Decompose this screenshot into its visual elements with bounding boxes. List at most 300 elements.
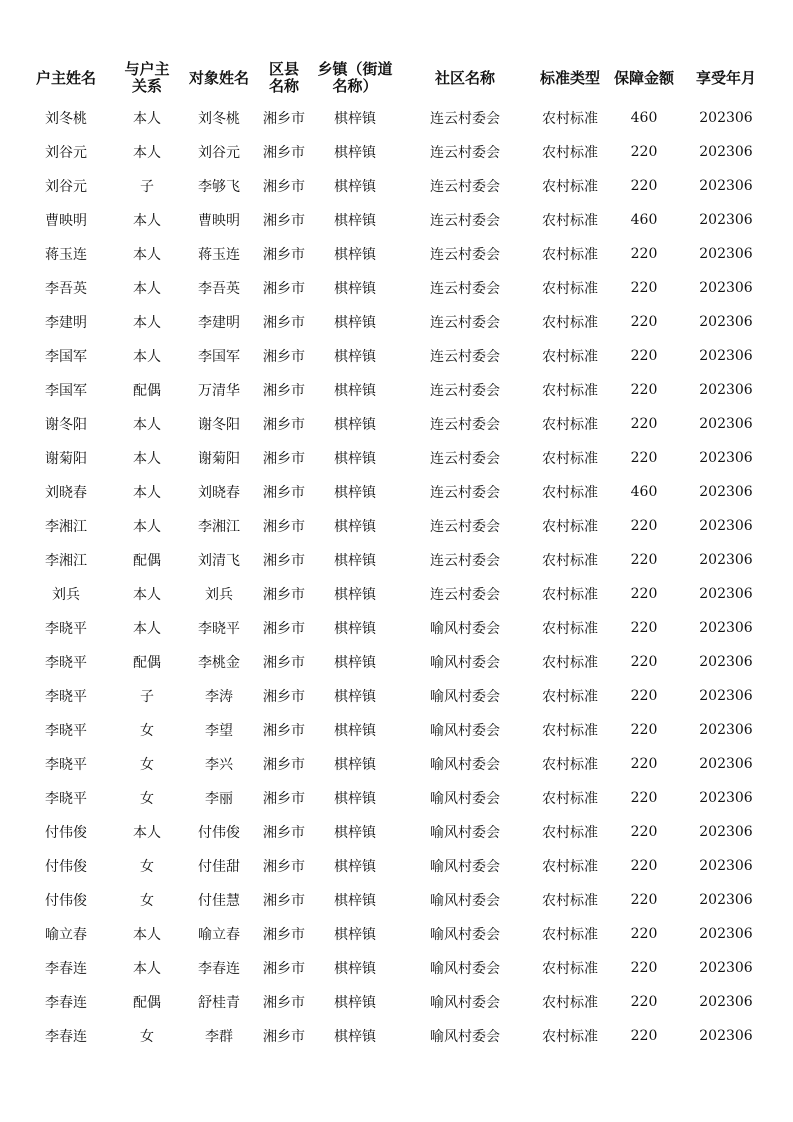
- table-row: [18, 339, 774, 373]
- householder-name-cell: 李湘江: [45, 553, 87, 569]
- period-cell: 202306: [699, 824, 753, 840]
- period-cell: 202306: [699, 926, 753, 942]
- recipient-name-cell: 李兴: [205, 757, 233, 773]
- standard-type-cell: 农村标准: [542, 757, 598, 773]
- table-row: [18, 679, 774, 713]
- period-cell: 202306: [699, 144, 753, 160]
- period-cell: 202306: [699, 756, 753, 772]
- community-cell: 连云村委会: [430, 451, 500, 467]
- community-cell: 连云村委会: [430, 281, 500, 297]
- amount-cell: 220: [630, 994, 658, 1010]
- relation-cell: 本人: [133, 825, 161, 841]
- amount-cell: 460: [630, 212, 658, 228]
- header-text-line: 名称: [268, 77, 299, 95]
- county-cell: 湘乡市: [263, 349, 305, 365]
- recipient-name-cell: 李春连: [198, 961, 240, 977]
- standard-type-cell: 农村标准: [542, 417, 598, 433]
- standard-type-cell: 农村标准: [542, 1029, 598, 1045]
- table-row: [18, 441, 774, 475]
- relation-cell: 女: [140, 723, 154, 739]
- recipient-name-cell: 李建明: [198, 315, 240, 331]
- township-cell: 棋梓镇: [334, 1029, 376, 1045]
- relation-cell: 本人: [133, 281, 161, 297]
- community-cell: 连云村委会: [430, 417, 500, 433]
- period-cell: 202306: [699, 552, 753, 568]
- period-cell: 202306: [699, 858, 753, 874]
- recipient-name-cell: 刘谷元: [198, 145, 240, 161]
- county-cell: 湘乡市: [263, 145, 305, 161]
- amount-cell: 220: [630, 450, 658, 466]
- amount-cell: 220: [630, 858, 658, 874]
- community-cell: 连云村委会: [430, 485, 500, 501]
- county-cell: 湘乡市: [263, 723, 305, 739]
- header-text-line: 关系: [131, 77, 162, 95]
- standard-type-cell: 农村标准: [542, 145, 598, 161]
- community-cell: 喻风村委会: [430, 689, 500, 705]
- amount-cell: 220: [630, 892, 658, 908]
- householder-name-cell: 刘兵: [52, 587, 80, 603]
- period-cell: 202306: [699, 212, 753, 228]
- table-row: [18, 203, 774, 237]
- community-cell: 喻风村委会: [430, 961, 500, 977]
- recipient-name-cell: 付佳甜: [198, 859, 240, 875]
- header-text-line: 标准类型: [539, 68, 600, 87]
- header-text-line: 乡镇（街道: [317, 60, 393, 78]
- township-cell: 棋梓镇: [334, 485, 376, 501]
- table-row: [18, 475, 774, 509]
- recipient-name-cell: 李国军: [198, 349, 240, 365]
- community-cell: 喻风村委会: [430, 791, 500, 807]
- county-cell: 湘乡市: [263, 859, 305, 875]
- standard-type-cell: 农村标准: [542, 961, 598, 977]
- assistance-roster-table: [18, 55, 774, 1053]
- recipient-name-cell: 李桃金: [198, 655, 240, 671]
- householder-name-cell: 谢冬阳: [45, 417, 87, 433]
- table-row: [18, 305, 774, 339]
- recipient-name-cell: 付佳慧: [198, 893, 240, 909]
- table-row: [18, 135, 774, 169]
- recipient-name-cell: 李湘江: [198, 519, 240, 535]
- county-cell: 湘乡市: [263, 213, 305, 229]
- relation-cell: 本人: [133, 587, 161, 603]
- amount-cell: 220: [630, 416, 658, 432]
- recipient-name-cell: 舒桂青: [198, 995, 240, 1011]
- table-row: [18, 509, 774, 543]
- recipient-name-cell: 谢冬阳: [198, 417, 240, 433]
- township-cell: 棋梓镇: [334, 417, 376, 433]
- community-cell: 喻风村委会: [430, 757, 500, 773]
- community-cell: 喻风村委会: [430, 1029, 500, 1045]
- community-cell: 连云村委会: [430, 315, 500, 331]
- amount-cell: 220: [630, 280, 658, 296]
- period-cell: 202306: [699, 688, 753, 704]
- county-cell: 湘乡市: [263, 995, 305, 1011]
- standard-type-cell: 农村标准: [542, 621, 598, 637]
- relation-cell: 本人: [133, 111, 161, 127]
- recipient-name-cell: 刘清飞: [198, 553, 240, 569]
- community-cell: 喻风村委会: [430, 927, 500, 943]
- table-body: [18, 101, 774, 1053]
- table-row: [18, 543, 774, 577]
- township-cell: 棋梓镇: [334, 315, 376, 331]
- community-cell: 喻风村委会: [430, 723, 500, 739]
- header-text-line: 享受年月: [695, 68, 756, 87]
- amount-cell: 220: [630, 314, 658, 330]
- amount-cell: 220: [630, 382, 658, 398]
- community-cell: 连云村委会: [430, 553, 500, 569]
- relation-cell: 本人: [133, 315, 161, 331]
- amount-cell: 220: [630, 756, 658, 772]
- standard-type-cell: 农村标准: [542, 689, 598, 705]
- relation-cell: 女: [140, 791, 154, 807]
- standard-type-cell: 农村标准: [542, 451, 598, 467]
- township-cell: 棋梓镇: [334, 553, 376, 569]
- period-cell: 202306: [699, 1028, 753, 1044]
- relation-cell: 子: [140, 689, 154, 705]
- amount-cell: 220: [630, 246, 658, 262]
- period-cell: 202306: [699, 654, 753, 670]
- table-row: [18, 849, 774, 883]
- householder-name-cell: 李国军: [45, 383, 87, 399]
- amount-cell: 460: [630, 110, 658, 126]
- standard-type-cell: 农村标准: [542, 791, 598, 807]
- county-cell: 湘乡市: [263, 247, 305, 263]
- township-cell: 棋梓镇: [334, 179, 376, 195]
- county-cell: 湘乡市: [263, 417, 305, 433]
- county-cell: 湘乡市: [263, 383, 305, 399]
- community-cell: 喻风村委会: [430, 859, 500, 875]
- householder-name-cell: 李晓平: [45, 757, 87, 773]
- period-cell: 202306: [699, 960, 753, 976]
- county-cell: 湘乡市: [263, 485, 305, 501]
- township-cell: 棋梓镇: [334, 519, 376, 535]
- community-cell: 连云村委会: [430, 383, 500, 399]
- recipient-name-cell: 李涛: [205, 689, 233, 705]
- standard-type-cell: 农村标准: [542, 723, 598, 739]
- amount-cell: 220: [630, 552, 658, 568]
- township-cell: 棋梓镇: [334, 757, 376, 773]
- householder-name-cell: 李建明: [45, 315, 87, 331]
- table-row: [18, 883, 774, 917]
- period-cell: 202306: [699, 484, 753, 500]
- community-cell: 喻风村委会: [430, 995, 500, 1011]
- county-cell: 湘乡市: [263, 281, 305, 297]
- table-row: [18, 985, 774, 1019]
- recipient-name-cell: 蒋玉连: [198, 247, 240, 263]
- table-row: [18, 815, 774, 849]
- standard-type-cell: 农村标准: [542, 179, 598, 195]
- householder-name-cell: 李春连: [45, 1029, 87, 1045]
- householder-name-cell: 李晓平: [45, 791, 87, 807]
- community-cell: 喻风村委会: [430, 825, 500, 841]
- county-cell: 湘乡市: [263, 961, 305, 977]
- relation-cell: 本人: [133, 961, 161, 977]
- township-cell: 棋梓镇: [334, 587, 376, 603]
- recipient-name-cell: 曹映明: [198, 213, 240, 229]
- header-text-line: 区县: [268, 60, 299, 78]
- community-cell: 连云村委会: [430, 111, 500, 127]
- period-cell: 202306: [699, 450, 753, 466]
- county-cell: 湘乡市: [263, 519, 305, 535]
- amount-cell: 220: [630, 722, 658, 738]
- community-cell: 连云村委会: [430, 213, 500, 229]
- relation-cell: 本人: [133, 213, 161, 229]
- table-row: [18, 645, 774, 679]
- recipient-name-cell: 付伟俊: [198, 825, 240, 841]
- standard-type-cell: 农村标准: [542, 485, 598, 501]
- amount-cell: 220: [630, 960, 658, 976]
- recipient-name-cell: 李吾英: [198, 281, 240, 297]
- relation-cell: 女: [140, 1029, 154, 1045]
- county-cell: 湘乡市: [263, 587, 305, 603]
- township-cell: 棋梓镇: [334, 383, 376, 399]
- period-cell: 202306: [699, 892, 753, 908]
- householder-name-cell: 李晓平: [45, 723, 87, 739]
- relation-cell: 配偶: [133, 383, 161, 399]
- recipient-name-cell: 谢菊阳: [198, 451, 240, 467]
- standard-type-cell: 农村标准: [542, 927, 598, 943]
- table-row: [18, 713, 774, 747]
- standard-type-cell: 农村标准: [542, 995, 598, 1011]
- householder-name-cell: 李春连: [45, 961, 87, 977]
- township-cell: 棋梓镇: [334, 281, 376, 297]
- amount-cell: 220: [630, 824, 658, 840]
- period-cell: 202306: [699, 382, 753, 398]
- recipient-name-cell: 刘冬桃: [198, 111, 240, 127]
- township-cell: 棋梓镇: [334, 689, 376, 705]
- community-cell: 连云村委会: [430, 587, 500, 603]
- standard-type-cell: 农村标准: [542, 587, 598, 603]
- community-cell: 连云村委会: [430, 179, 500, 195]
- table-row: [18, 101, 774, 135]
- township-cell: 棋梓镇: [334, 213, 376, 229]
- county-cell: 湘乡市: [263, 315, 305, 331]
- table-row: [18, 951, 774, 985]
- township-cell: 棋梓镇: [334, 825, 376, 841]
- householder-name-cell: 李国军: [45, 349, 87, 365]
- table-row: [18, 781, 774, 815]
- township-cell: 棋梓镇: [334, 859, 376, 875]
- householder-name-cell: 付伟俊: [45, 859, 87, 875]
- amount-cell: 220: [630, 178, 658, 194]
- recipient-name-cell: 刘晓春: [198, 485, 240, 501]
- table-row: [18, 407, 774, 441]
- township-cell: 棋梓镇: [334, 349, 376, 365]
- amount-cell: 220: [630, 348, 658, 364]
- amount-cell: 460: [630, 484, 658, 500]
- header-relation: [114, 55, 180, 101]
- standard-type-cell: 农村标准: [542, 111, 598, 127]
- county-cell: 湘乡市: [263, 825, 305, 841]
- standard-type-cell: 农村标准: [542, 349, 598, 365]
- relation-cell: 本人: [133, 247, 161, 263]
- relation-cell: 本人: [133, 621, 161, 637]
- township-cell: 棋梓镇: [334, 995, 376, 1011]
- period-cell: 202306: [699, 586, 753, 602]
- header-county: [258, 55, 310, 101]
- recipient-name-cell: 李望: [205, 723, 233, 739]
- township-cell: 棋梓镇: [334, 451, 376, 467]
- relation-cell: 本人: [133, 519, 161, 535]
- householder-name-cell: 刘谷元: [45, 179, 87, 195]
- relation-cell: 本人: [133, 927, 161, 943]
- amount-cell: 220: [630, 518, 658, 534]
- period-cell: 202306: [699, 790, 753, 806]
- standard-type-cell: 农村标准: [542, 281, 598, 297]
- householder-name-cell: 蒋玉连: [45, 247, 87, 263]
- county-cell: 湘乡市: [263, 111, 305, 127]
- period-cell: 202306: [699, 620, 753, 636]
- householder-name-cell: 李春连: [45, 995, 87, 1011]
- householder-name-cell: 谢菊阳: [45, 451, 87, 467]
- period-cell: 202306: [699, 110, 753, 126]
- recipient-name-cell: 李丽: [205, 791, 233, 807]
- table-header-row: [18, 55, 774, 101]
- standard-type-cell: 农村标准: [542, 383, 598, 399]
- standard-type-cell: 农村标准: [542, 825, 598, 841]
- relation-cell: 本人: [133, 417, 161, 433]
- period-cell: 202306: [699, 348, 753, 364]
- table-row: [18, 237, 774, 271]
- header-householder-name: [18, 55, 114, 101]
- header-standard-type: [530, 55, 610, 101]
- householder-name-cell: 李晓平: [45, 655, 87, 671]
- standard-type-cell: 农村标准: [542, 893, 598, 909]
- householder-name-cell: 李湘江: [45, 519, 87, 535]
- standard-type-cell: 农村标准: [542, 553, 598, 569]
- period-cell: 202306: [699, 518, 753, 534]
- table-row: [18, 169, 774, 203]
- county-cell: 湘乡市: [263, 791, 305, 807]
- amount-cell: 220: [630, 688, 658, 704]
- standard-type-cell: 农村标准: [542, 859, 598, 875]
- header-amount: [610, 55, 678, 101]
- householder-name-cell: 刘谷元: [45, 145, 87, 161]
- amount-cell: 220: [630, 620, 658, 636]
- header-text-line: 社区名称: [434, 68, 495, 87]
- recipient-name-cell: 李晓平: [198, 621, 240, 637]
- township-cell: 棋梓镇: [334, 791, 376, 807]
- county-cell: 湘乡市: [263, 757, 305, 773]
- relation-cell: 本人: [133, 145, 161, 161]
- recipient-name-cell: 李够飞: [198, 179, 240, 195]
- relation-cell: 本人: [133, 349, 161, 365]
- township-cell: 棋梓镇: [334, 927, 376, 943]
- householder-name-cell: 曹映明: [45, 213, 87, 229]
- community-cell: 喻风村委会: [430, 893, 500, 909]
- standard-type-cell: 农村标准: [542, 519, 598, 535]
- township-cell: 棋梓镇: [334, 893, 376, 909]
- header-period: [678, 55, 774, 101]
- householder-name-cell: 刘晓春: [45, 485, 87, 501]
- amount-cell: 220: [630, 654, 658, 670]
- county-cell: 湘乡市: [263, 1029, 305, 1045]
- recipient-name-cell: 李群: [205, 1029, 233, 1045]
- county-cell: 湘乡市: [263, 927, 305, 943]
- table-row: [18, 577, 774, 611]
- header-text-line: 对象姓名: [188, 68, 249, 87]
- community-cell: 连云村委会: [430, 519, 500, 535]
- period-cell: 202306: [699, 994, 753, 1010]
- header-township: [310, 55, 400, 101]
- householder-name-cell: 李晓平: [45, 621, 87, 637]
- county-cell: 湘乡市: [263, 893, 305, 909]
- householder-name-cell: 喻立春: [45, 927, 87, 943]
- township-cell: 棋梓镇: [334, 621, 376, 637]
- standard-type-cell: 农村标准: [542, 247, 598, 263]
- amount-cell: 220: [630, 144, 658, 160]
- header-text-line: 户主姓名: [35, 68, 96, 87]
- header-text-line: 名称）: [332, 77, 378, 95]
- header-text-line: 保障金额: [613, 68, 674, 87]
- period-cell: 202306: [699, 178, 753, 194]
- householder-name-cell: 付伟俊: [45, 893, 87, 909]
- relation-cell: 本人: [133, 451, 161, 467]
- community-cell: 喻风村委会: [430, 621, 500, 637]
- community-cell: 连云村委会: [430, 145, 500, 161]
- header-community: [400, 55, 530, 101]
- community-cell: 喻风村委会: [430, 655, 500, 671]
- period-cell: 202306: [699, 722, 753, 738]
- relation-cell: 配偶: [133, 995, 161, 1011]
- amount-cell: 220: [630, 1028, 658, 1044]
- relation-cell: 子: [140, 179, 154, 195]
- county-cell: 湘乡市: [263, 553, 305, 569]
- relation-cell: 配偶: [133, 553, 161, 569]
- township-cell: 棋梓镇: [334, 723, 376, 739]
- table-row: [18, 271, 774, 305]
- community-cell: 连云村委会: [430, 349, 500, 365]
- header-text-line: 与户主: [124, 60, 170, 78]
- recipient-name-cell: 喻立春: [198, 927, 240, 943]
- relation-cell: 女: [140, 893, 154, 909]
- householder-name-cell: 刘冬桃: [45, 111, 87, 127]
- relation-cell: 配偶: [133, 655, 161, 671]
- standard-type-cell: 农村标准: [542, 655, 598, 671]
- period-cell: 202306: [699, 314, 753, 330]
- standard-type-cell: 农村标准: [542, 315, 598, 331]
- period-cell: 202306: [699, 416, 753, 432]
- header-recipient-name: [180, 55, 258, 101]
- county-cell: 湘乡市: [263, 179, 305, 195]
- township-cell: 棋梓镇: [334, 111, 376, 127]
- township-cell: 棋梓镇: [334, 655, 376, 671]
- county-cell: 湘乡市: [263, 655, 305, 671]
- township-cell: 棋梓镇: [334, 145, 376, 161]
- community-cell: 连云村委会: [430, 247, 500, 263]
- table-row: [18, 373, 774, 407]
- period-cell: 202306: [699, 246, 753, 262]
- recipient-name-cell: 刘兵: [205, 587, 233, 603]
- county-cell: 湘乡市: [263, 621, 305, 637]
- householder-name-cell: 付伟俊: [45, 825, 87, 841]
- relation-cell: 本人: [133, 485, 161, 501]
- relation-cell: 女: [140, 757, 154, 773]
- amount-cell: 220: [630, 586, 658, 602]
- table-row: [18, 611, 774, 645]
- householder-name-cell: 李晓平: [45, 689, 87, 705]
- township-cell: 棋梓镇: [334, 961, 376, 977]
- standard-type-cell: 农村标准: [542, 213, 598, 229]
- amount-cell: 220: [630, 790, 658, 806]
- table-row: [18, 1019, 774, 1053]
- period-cell: 202306: [699, 280, 753, 296]
- table-row: [18, 747, 774, 781]
- amount-cell: 220: [630, 926, 658, 942]
- householder-name-cell: 李吾英: [45, 281, 87, 297]
- county-cell: 湘乡市: [263, 451, 305, 467]
- relation-cell: 女: [140, 859, 154, 875]
